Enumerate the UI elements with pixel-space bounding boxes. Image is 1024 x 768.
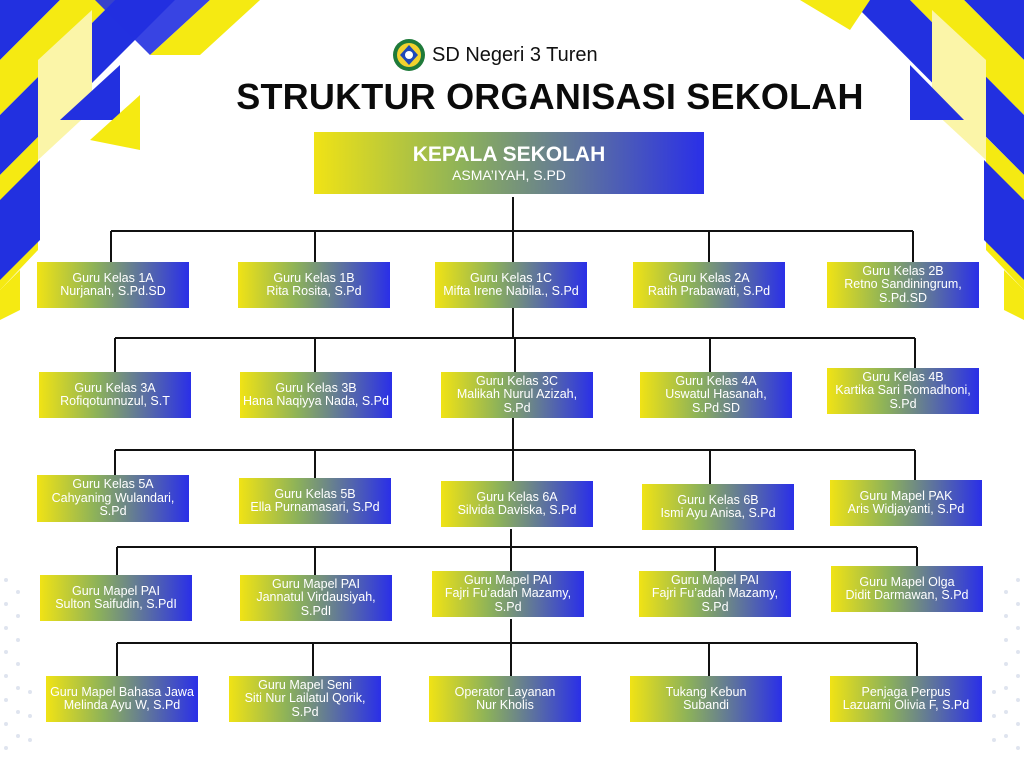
node-role: Guru Mapel PAI — [670, 572, 759, 587]
page-title: STRUKTUR ORGANISASI SEKOLAH — [236, 76, 864, 117]
node-name: Nurjanah, S.Pd.SD — [60, 284, 166, 298]
node-role: Tukang Kebun — [665, 684, 747, 699]
node-role: Guru Kelas 5B — [274, 486, 356, 501]
node-name: Cahyaning Wulandari, S.Pd — [51, 490, 175, 519]
node-role: Operator Layanan — [454, 684, 556, 699]
node-role: Guru Kelas 3B — [275, 380, 357, 395]
node-name: Subandi — [683, 698, 729, 712]
node-role: Guru Mapel Olga — [859, 574, 955, 589]
node-role: Guru Mapel PAI — [463, 572, 552, 587]
node-guru-mapel-pai-4 — [639, 571, 791, 617]
node-role: Guru Mapel Seni — [258, 677, 352, 692]
node-guru-kelas-3c — [441, 372, 593, 418]
node-name: Lazuarni Olivia F, S.Pd — [842, 698, 970, 712]
node-name: Hana Naqiyya Nada, S.Pd — [243, 394, 389, 408]
node-guru-kelas-2b — [827, 262, 979, 308]
node-guru-kelas-6b — [642, 484, 794, 530]
node-name: ASMA’IYAH, S.PD — [452, 167, 566, 183]
node-role: Guru Kelas 4A — [675, 373, 757, 388]
node-role: Guru Mapel PAK — [859, 488, 953, 503]
node-name: Rita Rosita, S.Pd — [266, 284, 362, 298]
node-name: Uswatul Hasanah, S.Pd.SD — [665, 387, 767, 415]
node-kepala-sekolah — [314, 132, 704, 194]
node-guru-kelas-3b — [240, 372, 392, 418]
node-guru-kelas-1b — [238, 262, 390, 308]
node-role: Guru Kelas 1A — [72, 270, 154, 285]
node-role: Guru Kelas 5A — [72, 477, 154, 492]
node-name: Fajri Fu’adah Mazamy, S.Pd — [651, 586, 779, 614]
node-name: Aris Widjayanti, S.Pd — [847, 502, 965, 516]
node-name: Sulton Saifudin, S.PdI — [55, 597, 177, 611]
node-guru-kelas-6a — [441, 481, 593, 527]
node-guru-mapel-pai-1 — [40, 575, 192, 621]
node-name: Kartika Sari Romadhoni, S.Pd — [835, 383, 971, 411]
node-role: Guru Mapel PAI — [271, 576, 360, 591]
node-name: Rofiqotunnuzul, S.T — [60, 394, 170, 408]
node-name: Melinda Ayu W, S.Pd — [63, 698, 181, 712]
node-name: Mifta Irene Nabila., S.Pd — [443, 284, 579, 298]
node-role: Guru Kelas 6A — [476, 489, 558, 504]
node-role: Guru Kelas 2B — [862, 263, 944, 278]
node-guru-mapel-bahasa-jawa — [46, 676, 198, 722]
node-role: Guru Kelas 3C — [476, 373, 558, 388]
node-guru-kelas-4b — [827, 368, 979, 414]
node-name: Malikah Nurul Azizah, S.Pd — [456, 387, 578, 415]
node-name: Retno Sandiningrum, S.Pd.SD — [844, 277, 962, 305]
node-role: Guru Kelas 2A — [668, 270, 750, 285]
node-guru-mapel-pai-2 — [240, 575, 392, 621]
node-penjaga-perpus — [830, 676, 982, 722]
node-guru-mapel-olga — [831, 566, 983, 612]
node-role: Guru Kelas 1B — [273, 270, 355, 285]
node-role: Guru Mapel Bahasa Jawa — [50, 684, 194, 699]
node-guru-kelas-2a — [633, 262, 785, 308]
node-name: Nur Kholis — [476, 698, 534, 712]
node-role: KEPALA SEKOLAH — [412, 143, 606, 166]
node-name: Fajri Fu’adah Mazamy, S.Pd — [444, 586, 572, 614]
node-guru-kelas-1a — [37, 262, 189, 308]
node-role: Guru Kelas 6B — [677, 492, 759, 507]
node-role: Guru Mapel PAI — [71, 583, 160, 598]
node-guru-mapel-seni — [229, 676, 381, 722]
node-name: Ratih Prabawati, S.Pd — [647, 284, 771, 298]
node-name: Didit Darmawan, S.Pd — [845, 588, 969, 602]
node-name: Jannatul Virdausiyah, S.PdI — [256, 590, 376, 618]
node-guru-kelas-3a — [39, 372, 191, 418]
node-tukang-kebun — [630, 676, 782, 722]
node-role: Penjaga Perpus — [861, 684, 951, 699]
node-guru-kelas-5b — [239, 478, 391, 524]
node-role: Guru Kelas 3A — [74, 380, 156, 395]
node-name: Silvida Daviska, S.Pd — [457, 503, 577, 517]
node-guru-kelas-4a — [640, 372, 792, 418]
node-guru-kelas-1c — [435, 262, 587, 308]
node-name: Siti Nur Lailatul Qorik, S.Pd — [244, 691, 366, 719]
node-guru-kelas-5a — [37, 475, 189, 522]
node-operator-layanan — [429, 676, 581, 722]
school-name: SD Negeri 3 Turen — [432, 43, 598, 66]
node-name: Ismi Ayu Anisa, S.Pd — [660, 506, 776, 520]
node-name: Ella Purnamasari, S.Pd — [250, 500, 380, 514]
node-guru-mapel-pai-3 — [432, 571, 584, 617]
node-role: Guru Kelas 1C — [470, 270, 552, 285]
node-role: Guru Kelas 4B — [862, 369, 944, 384]
node-guru-mapel-pak — [830, 480, 982, 526]
